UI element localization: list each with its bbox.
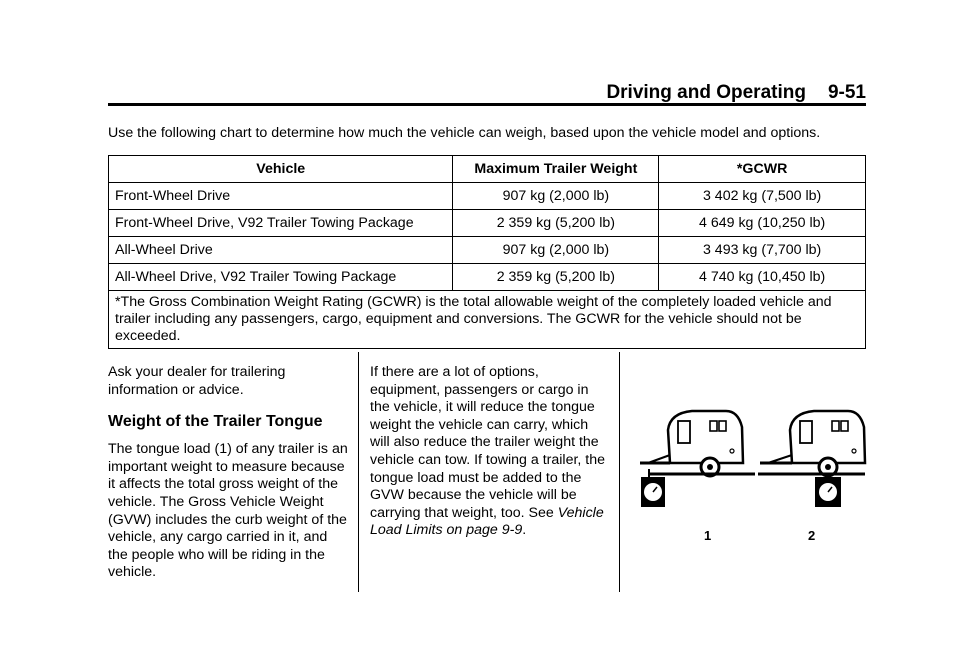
cell-trailer-weight: 907 kg (2,000 lb) (453, 183, 659, 210)
table-header-row (109, 156, 866, 183)
cell-gcwr: 4 740 kg (10,450 lb) (659, 264, 866, 291)
options-paragraph (370, 364, 608, 540)
cell-vehicle: All-Wheel Drive, V92 Trailer Towing Package (109, 264, 453, 291)
cell-vehicle: Front-Wheel Drive (109, 183, 453, 210)
cell-gcwr: 4 649 kg (10,250 lb) (659, 210, 866, 237)
header-rule (108, 103, 866, 106)
trailer-tongue-weight-illustration (630, 395, 870, 515)
tongue-weight-heading: Weight of the Trailer Tongue (108, 413, 323, 431)
cell-trailer-weight: 907 kg (2,000 lb) (453, 237, 659, 264)
cell-trailer-weight: 2 359 kg (5,200 lb) (453, 210, 659, 237)
column-divider (619, 352, 620, 592)
illustration-caption-2: 2 (808, 528, 816, 543)
column-left (108, 364, 348, 582)
table-row (109, 237, 866, 264)
trailer-1-icon (640, 411, 743, 476)
table-footnote-row (109, 291, 866, 349)
options-end: . (522, 522, 527, 539)
load-limits-reference[interactable]: Vehicle Load Limits on page 9-9 (370, 504, 604, 539)
dealer-advice-paragraph: Ask your dealer for trailering information or advice. (108, 364, 286, 398)
header-vehicle: Vehicle (109, 156, 453, 183)
illustration-caption-1: 1 (704, 528, 712, 543)
section-title: Driving and Operating (606, 82, 806, 103)
table-row (109, 183, 866, 210)
page-number: 9-51 (827, 82, 866, 103)
cell-gcwr: 3 493 kg (7,700 lb) (659, 237, 866, 264)
cell-vehicle: Front-Wheel Drive, V92 Trailer Towing Package (109, 210, 453, 237)
table-row (109, 264, 866, 291)
cell-gcwr: 3 402 kg (7,500 lb) (659, 183, 866, 210)
gcwr-footnote: *The Gross Combination Weight Rating (GCWR) is the total allowable weight of the completely loaded vehicle and trailer including any passengers, cargo, equipment and conversions. The GCWR for the vehicle should not be exceeded. (109, 291, 866, 349)
column-divider (358, 352, 359, 592)
scale-2-icon (815, 477, 841, 507)
table-row (109, 210, 866, 237)
column-middle (370, 364, 608, 540)
header-gcwr: *GCWR (659, 156, 866, 183)
options-text: If there are a lot of options, equipment, passengers or cargo in the vehicle, it will reduce the tongue weight the vehicle can carry, which will also reduce the trailer weight the vehicle can tow. If towing a trailer, the tongue load must be added to the GVW because the vehicle will be carrying that weight, too. See (370, 364, 606, 521)
cell-vehicle: All-Wheel Drive (109, 237, 453, 264)
page-header (108, 82, 866, 104)
cell-trailer-weight: 2 359 kg (5,200 lb) (453, 264, 659, 291)
header-max-trailer-weight: Maximum Trailer Weight (453, 156, 659, 183)
tongue-load-paragraph: The tongue load (1) of any trailer is an important weight to measure because it affects the total gross weight of the vehicle. The Gross Vehicle Weight (GVW) includes the curb weight of the vehicle, any cargo carried in it, and the people who will be riding in the vehicle. (108, 441, 348, 581)
intro-paragraph: Use the following chart to determine how much the vehicle can weigh, based upon the vehicle model and options. (108, 125, 821, 141)
trailer-weight-table (108, 155, 866, 349)
trailer-2-icon (760, 411, 865, 476)
